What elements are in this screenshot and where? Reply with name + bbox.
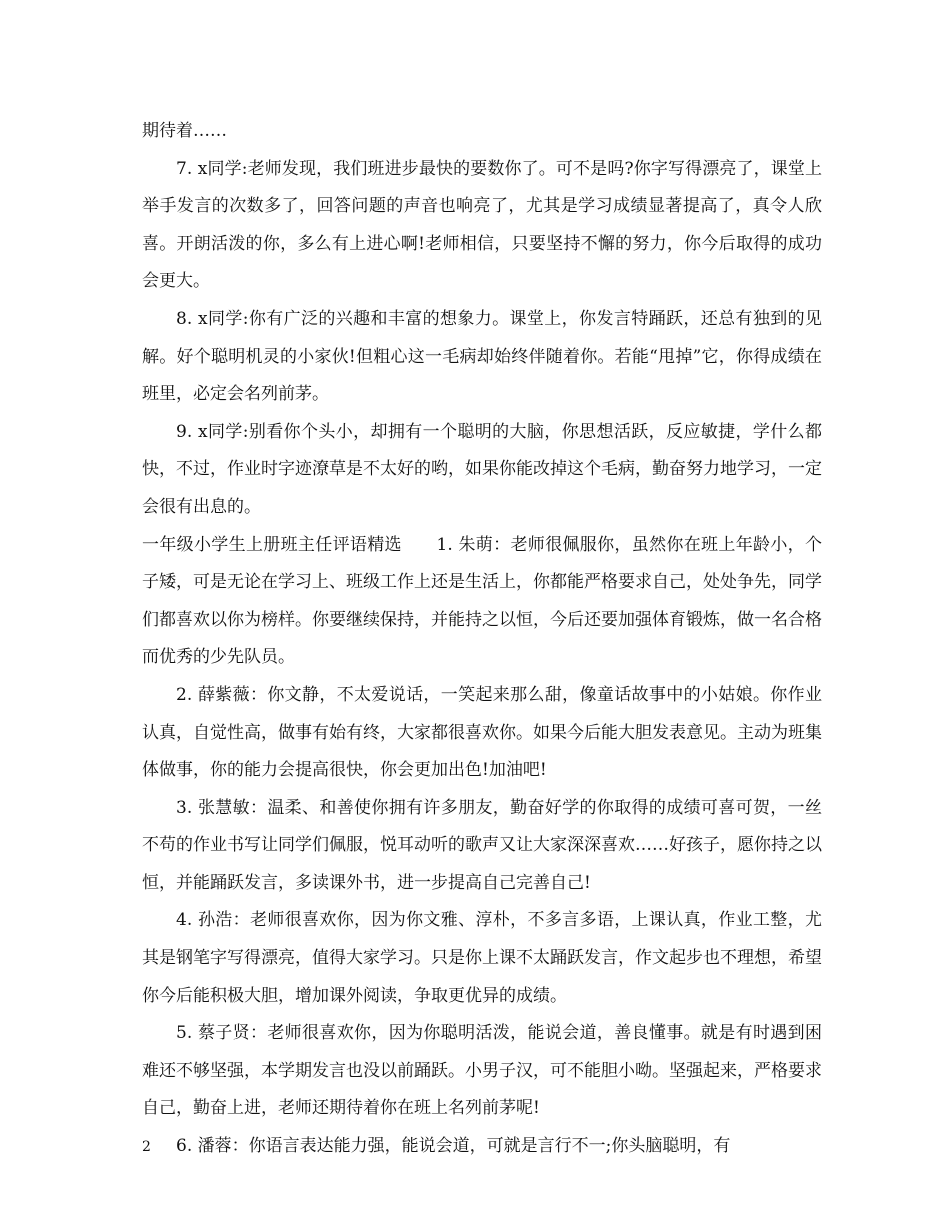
paragraph-comment-7: 7. x同学:老师发现，我们班进步最快的要数你了。可不是吗?你字写得漂亮了，课堂上举手发言的次数多了，回答问题的声音也响亮了，尤其是学习成绩显著提高了，真令人欣喜。开朗活泼的你，多么有上进心啊!老师相信，只要坚持不懈的努力，你今后取得的成功会更大。 [142,158,822,292]
paragraph-comment-9: 9. x同学:别看你个头小，却拥有一个聪明的大脑，你思想活跃，反应敏捷，学什么都快，不过，作业时字迹潦草是不太好的哟，如果你能改掉这个毛病，勤奋努力地学习，一定会很有出息的。 [142,421,822,517]
paragraph-section-heading-comment-1: 一年级小学生上册班主任评语精选 1. 朱萌：老师很佩服你，虽然你在班上年龄小，个子矮，可是无论在学习上、班级工作上还是生活上，你都能严格要求自己，处处争先，同学们都喜欢以你为榜样。你要继续保持，并能持之以恒，今后还要加强体育锻炼，做一名合格而优秀的少先队员。 [142,534,822,668]
paragraph-comment-2: 2. 薛紫薇：你文静，不太爱说话，一笑起来那么甜，像童话故事中的小姑娘。你作业认真，自觉性高，做事有始有终，大家都很喜欢你。如果今后能大胆发表意见。主动为班集体做事，你的能力会提高很快，你会更加出色!加油吧! [142,684,822,781]
paragraph-continuation: 期待着…… [142,121,227,141]
paragraph-comment-4: 4. 孙浩：老师很喜欢你，因为你文雅、淳朴，不多言多语，上课认真，作业工整，尤其是钢笔字写得漂亮，值得大家学习。只是你上课不太踊跃发言，作文起步也不理想，希望你今后能积极大胆，增加课外阅读，争取更优异的成绩。 [142,910,822,1006]
paragraph-comment-6: 6. 潘蓉：你语言表达能力强，能说会道，可就是言行不一;你头脑聪明，有 [176,1136,731,1157]
body-text [142,113,822,1166]
page-number: 2 [142,1139,151,1155]
paragraph-comment-8: 8. x同学:你有广泛的兴趣和丰富的想象力。课堂上，你发言特踊跃，还总有独到的见解。好个聪明机灵的小家伙!但粗心这一毛病却始终伴随着你。若能“甩掉”它，你得成绩在班里，必定会名列前茅。 [142,308,822,405]
paragraph-comment-5: 5. 蔡子贤：老师很喜欢你，因为你聪明活泼，能说会道，善良懂事。就是有时遇到困难还不够坚强，本学期发言也没以前踊跃。小男子汉，可不能胆小呦。坚强起来，严格要求自己，勤奋上进，老师还期待着你在班上名列前茅呢! [142,1023,822,1119]
paragraph-comment-3: 3. 张慧敏：温柔、和善使你拥有许多朋友，勤奋好学的你取得的成绩可喜可贺，一丝不苟的作业书写让同学们佩服，悦耳动听的歌声又让大家深深喜欢……好孩子，愿你持之以恒，并能踊跃发言，多读课外书，进一步提高自己完善自己! [142,797,822,893]
